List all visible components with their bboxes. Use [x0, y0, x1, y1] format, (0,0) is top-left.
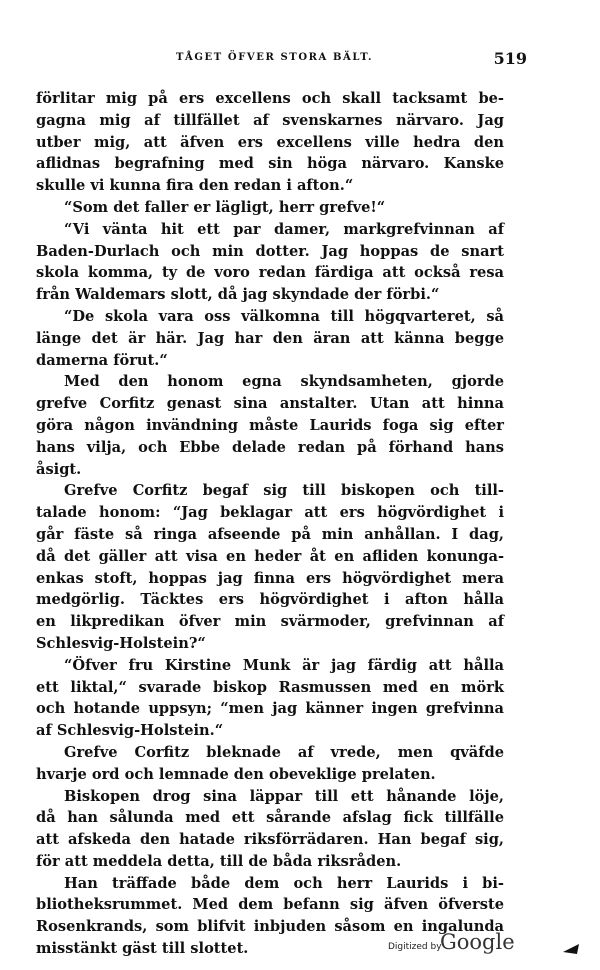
google-logo: Google	[440, 930, 515, 954]
text-line: Baden-Durlach och min dotter. Jag hoppas de snart	[36, 242, 504, 260]
text-line: bliotheksrummet. Med dem befann sig äfven öfverste	[36, 896, 504, 914]
body-text	[36, 88, 504, 960]
text-line: att afskeda den hatade riksförrädaren. Han begaf sig,	[36, 831, 504, 849]
text-line: Grefve Corfitz bleknade af vrede, men qväfde	[64, 743, 504, 761]
text-line: går fäste så ringa afseende på min anhållan. I dag,	[36, 525, 504, 543]
text-line: för att meddela detta, till de båda riksråden.	[36, 852, 402, 870]
text-line: Rosenkrands, som blifvit inbjuden såsom en ingalunda	[36, 918, 504, 936]
text-line: åsigt.	[36, 460, 82, 478]
digitized-by-label: Digitized by	[388, 942, 442, 952]
text-line: grefve Corfitz genast sina anstalter. Utan att hinna	[36, 395, 504, 413]
text-line: då han sålunda med ett sårande afslag fick tillfälle	[36, 809, 504, 827]
text-line: ett liktal,“ svarade biskop Rasmussen med en mörk	[36, 678, 504, 696]
text-line: Med den honom egna skyndsamheten, gjorde	[64, 373, 504, 391]
text-line: och hotande uppsyn; “men jag känner ingen grefvinna	[36, 700, 504, 718]
text-line: Grefve Corfitz begaf sig till biskopen och till-	[64, 482, 504, 500]
text-line: göra någon invändning måste Laurids foga sig efter	[36, 416, 504, 434]
text-line: “Vi vänta hit ett par damer, markgrefvinnan af	[64, 220, 504, 238]
text-line: hvarje ord och lemnade den obeveklige prelaten.	[36, 765, 436, 783]
text-line: Schlesvig-Holstein?“	[36, 634, 206, 652]
text-line: då det gäller att visa en heder åt en afliden konunga-	[36, 547, 504, 565]
text-line: förlitar mig på ers excellens och skall tacksamt be-	[36, 90, 504, 107]
text-line: “Öfver fru Kirstine Munk är jag färdig att hålla	[64, 656, 504, 674]
text-line: talade honom: “Jag beklagar att ers högvördighet i	[36, 504, 504, 522]
text-line: damerna förut.“	[36, 351, 168, 369]
digitization-watermark	[388, 930, 588, 960]
text-line: från Waldemars slott, då jag skyndade der förbi.“	[36, 286, 440, 304]
text-line: “De skola vara oss välkomna till högqvarteret, så	[64, 307, 504, 325]
text-line: skola komma, ty de voro redan färdiga att också resa	[36, 264, 504, 282]
running-head: TÅGET ÖFVER STORA BÄLT.	[176, 52, 374, 63]
text-line: enkas stoft, hoppas jag finna ers högvördighet mera	[36, 569, 504, 587]
page-corner-arrow-icon	[563, 944, 579, 954]
text-line: misstänkt gäst till slottet.	[36, 940, 249, 958]
text-line: en likpredikan öfver min svärmoder, grefvinnan af	[36, 613, 504, 631]
text-line: “Som det faller er lägligt, herr grefve!“	[64, 198, 386, 216]
text-line: länge det är här. Jag har den äran att känna begge	[36, 329, 504, 347]
text-line: hans vilja, och Ebbe delade redan på förhand hans	[36, 438, 504, 456]
text-line: aflidnas begrafning med sin höga närvaro. Kanske	[36, 155, 504, 173]
text-line: skulle vi kunna fira den redan i afton.“	[36, 177, 354, 195]
text-line: Biskopen drog sina läppar till ett hånande löje,	[64, 787, 504, 805]
page-number: 519	[493, 49, 527, 68]
text-line: af Schlesvig-Holstein.“	[36, 722, 224, 740]
text-line: gagna mig af tillfället af svenskarnes närvaro. Jag	[36, 111, 504, 129]
text-line: utber mig, att äfven ers excellens ville hedra den	[36, 133, 504, 151]
text-line: medgörlig. Täcktes ers högvördighet i afton hålla	[36, 591, 504, 609]
page-header	[36, 49, 539, 71]
text-line: Han träffade både dem och herr Laurids i bi-	[64, 874, 504, 892]
